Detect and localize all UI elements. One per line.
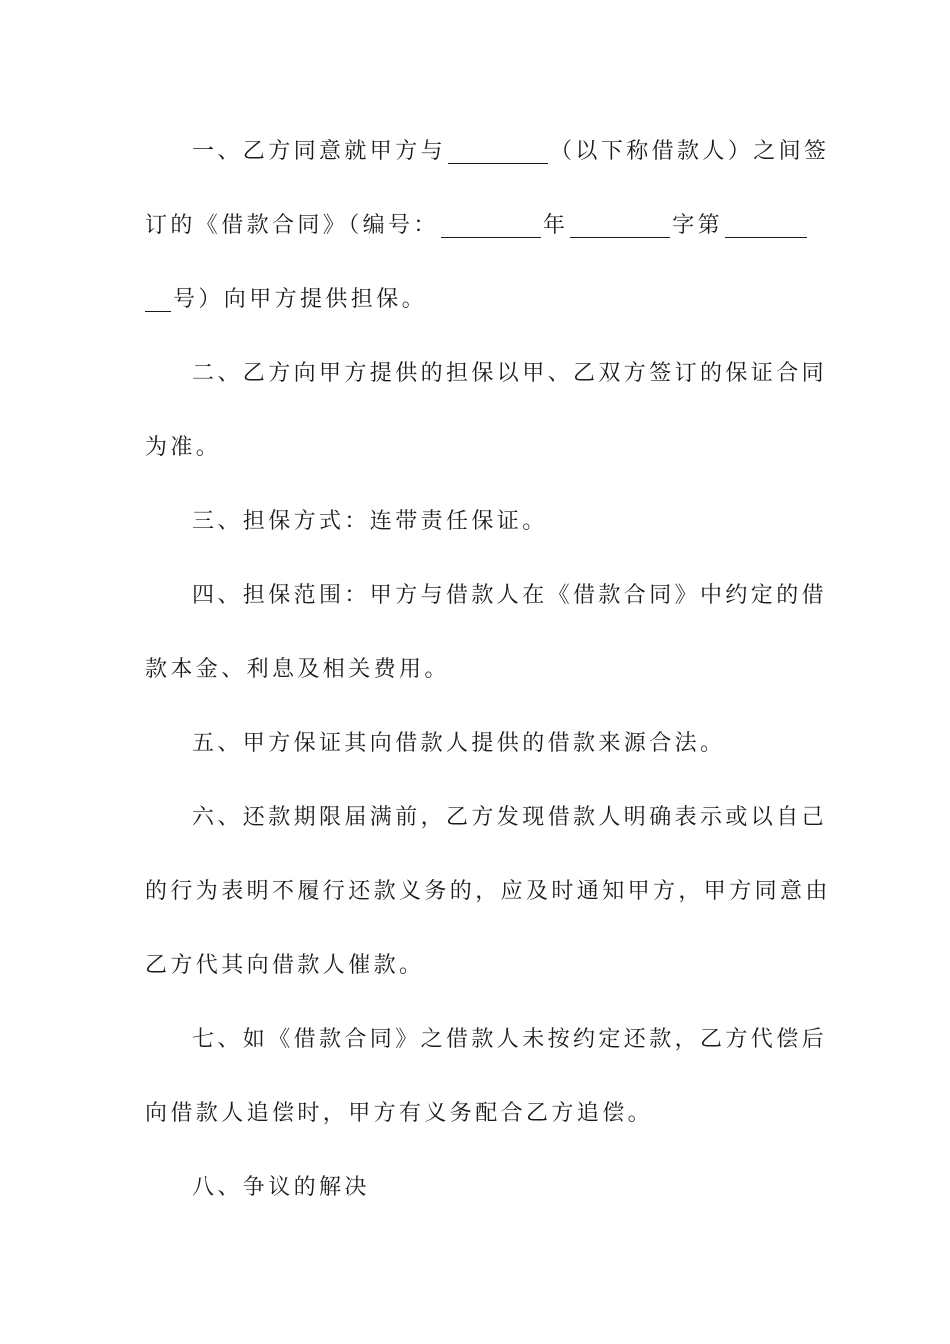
paragraph-1-line-1: [145, 115, 830, 189]
paragraph-6-line-1: 六、还款期限届满前，乙方发现借款人明确表示或以自己: [192, 805, 828, 830]
paragraph-1-text-d: 年: [542, 213, 569, 238]
contract-prefix-blank: [570, 215, 670, 238]
paragraph-2-line-1: 二、乙方向甲方提供的担保以甲、乙双方签订的保证合同: [192, 361, 828, 386]
borrower-name-blank: [448, 141, 548, 164]
paragraph-1-line-2: [145, 189, 805, 263]
paragraph-6-line-2: 的行为表明不履行还款义务的，应及时通知甲方，甲方同意由: [145, 879, 831, 904]
contract-number-blank: [725, 215, 807, 238]
paragraph-1-text-c: 订的《借款合同》（编号：: [145, 213, 439, 238]
paragraph-2-line-2: 为准。: [145, 435, 222, 460]
paragraph-4-line-1: 四、担保范围：甲方与借款人在《借款合同》中约定的借: [192, 583, 828, 608]
paragraph-6-line-3: 乙方代其向借款人催款。: [145, 953, 425, 978]
paragraph-7-line-1: 七、如《借款合同》之借款人未按约定还款，乙方代偿后: [192, 1027, 828, 1052]
paragraph-1-line-3: [145, 263, 805, 337]
paragraph-8-line-1: 八、争议的解决: [192, 1175, 370, 1200]
contract-number-blank-continued: [145, 289, 171, 312]
paragraph-1-text-b: （以下称借款人）之间签: [550, 139, 830, 164]
paragraph-3-line-1: 三、担保方式：连带责任保证。: [192, 509, 548, 534]
paragraph-7-line-2: 向借款人追偿时，甲方有义务配合乙方追偿。: [145, 1101, 654, 1126]
paragraph-4-line-2: 款本金、利息及相关费用。: [145, 657, 450, 682]
paragraph-1-text-a: 一、乙方同意就甲方与: [192, 139, 447, 164]
document-body: [145, 115, 831, 1225]
paragraph-5-line-1: 五、甲方保证其向借款人提供的借款来源合法。: [192, 731, 726, 756]
contract-year-blank: [441, 215, 541, 238]
paragraph-1-text-e: 字第: [672, 213, 724, 238]
paragraph-1-text-f: 号）向甲方提供担保。: [173, 287, 428, 312]
